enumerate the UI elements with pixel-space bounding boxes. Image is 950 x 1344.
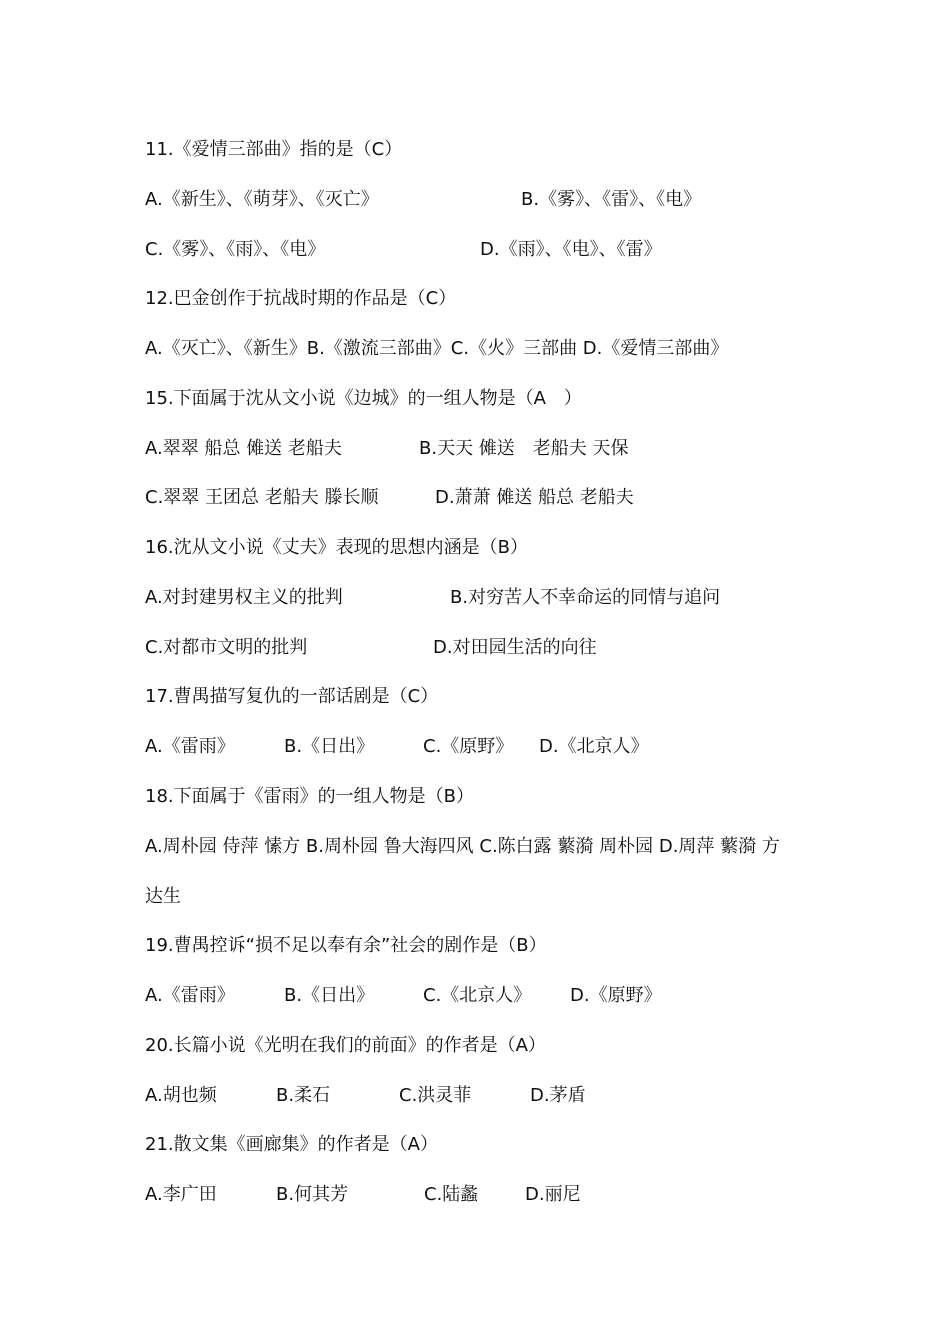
question-11-stem: 11.《爱情三部曲》指的是（C） [145,139,403,160]
question-20-stem: 20.长篇小说《光明在我们的前面》的作者是（A） [145,1035,546,1056]
option-a: A.李广田 [145,1184,217,1205]
option-b: B.天天 傩送 老船夫 天保 [419,438,629,459]
option-c: C.《雾》、《雨》、《电》 [145,239,326,260]
option-a: A.《新生》、《萌芽》、《灭亡》 [145,189,379,210]
question-17-stem: 17.曹禺描写复仇的一部话剧是（C） [145,686,439,707]
option-b: B.柔石 [276,1085,331,1106]
question-12-stem: 12.巴金创作于抗战时期的作品是（C） [145,288,457,309]
option-d: D.《雨》、《电》、《雷》 [480,239,662,260]
option-a: A.胡也频 [145,1085,217,1106]
option-b: B.对穷苦人不幸命运的同情与追问 [450,587,721,608]
option-b: B.何其芳 [276,1184,349,1205]
option-a: A.《雷雨》 [145,736,235,757]
option-b: B.《日出》 [284,985,375,1006]
option-d: D.《北京人》 [539,736,649,757]
option-d-continuation: 达生 [145,886,181,907]
option-d: D.对田园生活的向往 [433,637,597,658]
option-d: D.萧萧 傩送 船总 老船夫 [435,487,634,508]
option-c: C.《原野》 [423,736,514,757]
question-19-stem: 19.曹禺控诉“损不足以奉有余”社会的剧作是（B） [145,935,547,956]
option-a: A.《雷雨》 [145,985,235,1006]
option-b: B.《日出》 [284,736,375,757]
option-a: A.对封建男权主义的批判 [145,587,343,608]
option-d: D.丽尼 [525,1184,581,1205]
option-b: B.《雾》、《雷》、《电》 [521,189,702,210]
option-c: C.洪灵菲 [399,1085,472,1106]
question-21-stem: 21.散文集《画廊集》的作者是（A） [145,1134,438,1155]
question-18-stem: 18.下面属于《雷雨》的一组人物是（B） [145,786,474,807]
option-abcd: A.《灭亡》、《新生》B.《激流三部曲》C.《火》三部曲 D.《爱情三部曲》 [145,338,729,359]
question-16-stem: 16.沈从文小说《丈夫》表现的思想内涵是（B） [145,537,528,558]
option-d: D.茅盾 [530,1085,586,1106]
option-a: A.翠翠 船总 傩送 老船夫 [145,438,342,459]
option-c: C.陆蠡 [424,1184,479,1205]
option-c: C.翠翠 王团总 老船夫 滕长顺 [145,487,379,508]
option-c: C.《北京人》 [423,985,532,1006]
option-abcd: A.周朴园 侍萍 愫方 B.周朴园 鲁大海四风 C.陈白露 蘩漪 周朴园 D.周萍 蘩漪 方 [145,836,780,857]
option-d: D.《原野》 [570,985,662,1006]
option-c: C.对都市文明的批判 [145,637,308,658]
question-15-stem: 15.下面属于沈从文小说《边城》的一组人物是（A ） [145,388,582,409]
